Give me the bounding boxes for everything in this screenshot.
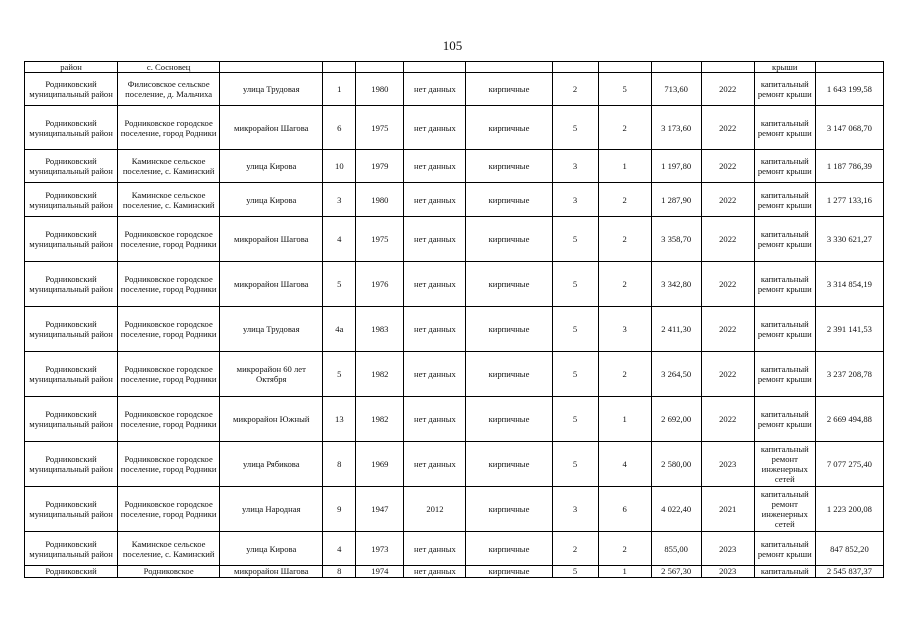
page-number: 105 xyxy=(442,38,463,53)
street-cell xyxy=(220,62,323,73)
wall-material-cell: кирпичные xyxy=(466,442,552,487)
work-type-cell: капитальный ремонт крыши xyxy=(754,262,815,307)
area-cell: 2 580,00 xyxy=(651,442,701,487)
settlement-cell: Родниковское городское поселение, город Родники xyxy=(118,307,220,352)
plan-year-cell: 2022 xyxy=(701,217,754,262)
floors-cell: 5 xyxy=(552,262,598,307)
cost-cell: 2 545 837,37 xyxy=(815,566,883,578)
table-row xyxy=(25,397,884,442)
cost-cell: 1 643 199,58 xyxy=(815,73,883,106)
wall-material-cell: кирпичные xyxy=(466,73,552,106)
wall-material-cell: кирпичные xyxy=(466,150,552,183)
house-number-cell: 8 xyxy=(323,442,356,487)
street-cell: микрорайон Шагова xyxy=(220,106,323,150)
street-cell: улица Кирова xyxy=(220,183,323,217)
plan-year-cell: 2022 xyxy=(701,73,754,106)
year-built-cell: 1982 xyxy=(356,352,404,397)
district-cell: Родниковский муниципальный район xyxy=(25,217,118,262)
house-number-cell: 4 xyxy=(323,217,356,262)
wall-material-cell: кирпичные xyxy=(466,352,552,397)
table-row xyxy=(25,442,884,487)
entrances-cell: 2 xyxy=(598,217,651,262)
area-cell: 2 692,00 xyxy=(651,397,701,442)
year-built-cell: 1980 xyxy=(356,73,404,106)
work-type-cell: капитальный ремонт крыши xyxy=(754,352,815,397)
cost-cell: 3 314 854,19 xyxy=(815,262,883,307)
entrances-cell: 2 xyxy=(598,262,651,307)
work-type-cell: капитальный xyxy=(754,566,815,578)
district-cell: Родниковский муниципальный район xyxy=(25,183,118,217)
area-cell: 4 022,40 xyxy=(651,487,701,532)
district-cell: Родниковский муниципальный район xyxy=(25,106,118,150)
year-reconstruction-cell: нет данных xyxy=(404,566,466,578)
floors-cell: 3 xyxy=(552,487,598,532)
district-cell: Родниковский муниципальный район xyxy=(25,73,118,106)
district-cell: Родниковский муниципальный район xyxy=(25,487,118,532)
work-type-cell: капитальный ремонт крыши xyxy=(754,183,815,217)
district-cell: Родниковский муниципальный район xyxy=(25,442,118,487)
plan-year-cell: 2022 xyxy=(701,307,754,352)
year-built-cell: 1979 xyxy=(356,150,404,183)
house-number-cell: 10 xyxy=(323,150,356,183)
street-cell: улица Кирова xyxy=(220,150,323,183)
area-cell: 2 411,30 xyxy=(651,307,701,352)
entrances-cell: 5 xyxy=(598,73,651,106)
table-row xyxy=(25,262,884,307)
house-number-cell: 5 xyxy=(323,352,356,397)
area-cell xyxy=(651,62,701,73)
street-cell: улица Народная xyxy=(220,487,323,532)
district-cell: Родниковский муниципальный район xyxy=(25,262,118,307)
area-cell: 3 264,50 xyxy=(651,352,701,397)
work-type-cell: капитальный ремонт инженерных сетей xyxy=(754,442,815,487)
year-built-cell: 1980 xyxy=(356,183,404,217)
cost-cell: 847 852,20 xyxy=(815,532,883,566)
year-built-cell: 1975 xyxy=(356,106,404,150)
entrances-cell: 2 xyxy=(598,106,651,150)
house-number-cell: 4а xyxy=(323,307,356,352)
floors-cell: 5 xyxy=(552,397,598,442)
year-reconstruction-cell: нет данных xyxy=(404,442,466,487)
street-cell: микрорайон Шагова xyxy=(220,217,323,262)
plan-year-cell: 2023 xyxy=(701,532,754,566)
house-number-cell: 9 xyxy=(323,487,356,532)
table-row xyxy=(25,150,884,183)
area-cell: 1 197,80 xyxy=(651,150,701,183)
district-cell: Родниковский муниципальный район xyxy=(25,307,118,352)
entrances-cell: 1 xyxy=(598,150,651,183)
work-type-cell: капитальный ремонт крыши xyxy=(754,532,815,566)
floors-cell: 3 xyxy=(552,150,598,183)
street-cell: улица Рябикова xyxy=(220,442,323,487)
entrances-cell: 2 xyxy=(598,532,651,566)
settlement-cell: Родниковское городское поселение, город Родники xyxy=(118,217,220,262)
settlement-cell: Каминское сельское поселение, с. Каминский xyxy=(118,150,220,183)
work-type-cell: капитальный ремонт крыши xyxy=(754,150,815,183)
year-reconstruction-cell: нет данных xyxy=(404,397,466,442)
street-cell: микрорайон Шагова xyxy=(220,566,323,578)
house-number-cell: 1 xyxy=(323,73,356,106)
wall-material-cell: кирпичные xyxy=(466,566,552,578)
plan-year-cell: 2022 xyxy=(701,150,754,183)
street-cell: микрорайон 60 лет Октября xyxy=(220,352,323,397)
wall-material-cell: кирпичные xyxy=(466,397,552,442)
wall-material-cell: кирпичные xyxy=(466,262,552,307)
floors-cell: 5 xyxy=(552,442,598,487)
house-number-cell: 13 xyxy=(323,397,356,442)
settlement-cell: Родниковское городское поселение, город Родники xyxy=(118,262,220,307)
plan-year-cell: 2023 xyxy=(701,442,754,487)
area-cell: 713,60 xyxy=(651,73,701,106)
house-number-cell: 3 xyxy=(323,183,356,217)
district-cell: Родниковский xyxy=(25,566,118,578)
year-reconstruction-cell: нет данных xyxy=(404,307,466,352)
area-cell: 1 287,90 xyxy=(651,183,701,217)
year-reconstruction-cell: нет данных xyxy=(404,150,466,183)
table-row xyxy=(25,566,884,578)
work-type-cell: капитальный ремонт инженерных сетей xyxy=(754,487,815,532)
settlement-cell: Родниковское городское поселение, город Родники xyxy=(118,397,220,442)
work-type-cell: капитальный ремонт крыши xyxy=(754,307,815,352)
table-row xyxy=(25,487,884,532)
year-built-cell: 1969 xyxy=(356,442,404,487)
area-cell: 3 342,80 xyxy=(651,262,701,307)
entrances-cell: 4 xyxy=(598,442,651,487)
house-number-cell: 5 xyxy=(323,262,356,307)
entrances-cell: 1 xyxy=(598,566,651,578)
entrances-cell: 1 xyxy=(598,397,651,442)
settlement-cell: Родниковское городское поселение, город Родники xyxy=(118,106,220,150)
district-cell: Родниковский муниципальный район xyxy=(25,532,118,566)
settlement-cell: Родниковское городское поселение, город Родники xyxy=(118,352,220,397)
table-row xyxy=(25,307,884,352)
year-reconstruction-cell: 2012 xyxy=(404,487,466,532)
table-row xyxy=(25,62,884,73)
wall-material-cell: кирпичные xyxy=(466,532,552,566)
year-reconstruction-cell: нет данных xyxy=(404,262,466,307)
wall-material-cell: кирпичные xyxy=(466,217,552,262)
house-number-cell xyxy=(323,62,356,73)
entrances-cell: 2 xyxy=(598,352,651,397)
year-built-cell: 1947 xyxy=(356,487,404,532)
cost-cell: 1 223 200,08 xyxy=(815,487,883,532)
floors-cell: 5 xyxy=(552,352,598,397)
settlement-cell: Родниковское xyxy=(118,566,220,578)
floors-cell: 5 xyxy=(552,566,598,578)
plan-year-cell: 2021 xyxy=(701,487,754,532)
table-row xyxy=(25,183,884,217)
year-reconstruction-cell: нет данных xyxy=(404,532,466,566)
cost-cell: 3 237 208,78 xyxy=(815,352,883,397)
table-row xyxy=(25,217,884,262)
area-cell: 2 567,30 xyxy=(651,566,701,578)
floors-cell: 5 xyxy=(552,217,598,262)
wall-material-cell: кирпичные xyxy=(466,106,552,150)
year-built-cell: 1976 xyxy=(356,262,404,307)
entrances-cell: 2 xyxy=(598,183,651,217)
cost-cell: 7 077 275,40 xyxy=(815,442,883,487)
work-type-cell: капитальный ремонт крыши xyxy=(754,397,815,442)
floors-cell: 2 xyxy=(552,532,598,566)
cost-cell: 2 391 141,53 xyxy=(815,307,883,352)
work-type-cell: крыши xyxy=(754,62,815,73)
year-reconstruction-cell: нет данных xyxy=(404,352,466,397)
settlement-cell: Родниковское городское поселение, город Родники xyxy=(118,487,220,532)
year-built-cell: 1975 xyxy=(356,217,404,262)
plan-year-cell: 2023 xyxy=(701,566,754,578)
work-type-cell: капитальный ремонт крыши xyxy=(754,217,815,262)
entrances-cell xyxy=(598,62,651,73)
year-reconstruction-cell: нет данных xyxy=(404,217,466,262)
district-cell: Родниковский муниципальный район xyxy=(25,352,118,397)
plan-year-cell: 2022 xyxy=(701,183,754,217)
district-cell: Родниковский муниципальный район xyxy=(25,150,118,183)
cost-cell: 1 277 133,16 xyxy=(815,183,883,217)
wall-material-cell: кирпичные xyxy=(466,307,552,352)
year-built-cell xyxy=(356,62,404,73)
plan-year-cell: 2022 xyxy=(701,352,754,397)
street-cell: микрорайон Шагова xyxy=(220,262,323,307)
cost-cell: 2 669 494,88 xyxy=(815,397,883,442)
district-cell: район xyxy=(25,62,118,73)
table-row xyxy=(25,352,884,397)
year-built-cell: 1973 xyxy=(356,532,404,566)
house-number-cell: 8 xyxy=(323,566,356,578)
cost-cell: 1 187 786,39 xyxy=(815,150,883,183)
year-reconstruction-cell: нет данных xyxy=(404,183,466,217)
floors-cell: 2 xyxy=(552,73,598,106)
cost-cell: 3 147 068,70 xyxy=(815,106,883,150)
settlement-cell: Филисовское сельское поселение, д. Мальчиха xyxy=(118,73,220,106)
settlement-cell: Каминское сельское поселение, с. Каминский xyxy=(118,183,220,217)
housing-repair-table xyxy=(24,61,884,578)
floors-cell xyxy=(552,62,598,73)
area-cell: 855,00 xyxy=(651,532,701,566)
table-row xyxy=(25,532,884,566)
entrances-cell: 6 xyxy=(598,487,651,532)
year-reconstruction-cell: нет данных xyxy=(404,106,466,150)
house-number-cell: 6 xyxy=(323,106,356,150)
year-built-cell: 1982 xyxy=(356,397,404,442)
cost-cell: 3 330 621,27 xyxy=(815,217,883,262)
year-reconstruction-cell xyxy=(404,62,466,73)
street-cell: улица Трудовая xyxy=(220,307,323,352)
wall-material-cell: кирпичные xyxy=(466,487,552,532)
floors-cell: 5 xyxy=(552,307,598,352)
floors-cell: 5 xyxy=(552,106,598,150)
plan-year-cell: 2022 xyxy=(701,397,754,442)
work-type-cell: капитальный ремонт крыши xyxy=(754,73,815,106)
area-cell: 3 173,60 xyxy=(651,106,701,150)
plan-year-cell: 2022 xyxy=(701,262,754,307)
settlement-cell: Родниковское городское поселение, город Родники xyxy=(118,442,220,487)
settlement-cell: с. Сосновец xyxy=(118,62,220,73)
year-built-cell: 1983 xyxy=(356,307,404,352)
area-cell: 3 358,70 xyxy=(651,217,701,262)
wall-material-cell xyxy=(466,62,552,73)
street-cell: улица Кирова xyxy=(220,532,323,566)
plan-year-cell: 2022 xyxy=(701,106,754,150)
table-row xyxy=(25,106,884,150)
floors-cell: 3 xyxy=(552,183,598,217)
work-type-cell: капитальный ремонт крыши xyxy=(754,106,815,150)
year-built-cell: 1974 xyxy=(356,566,404,578)
settlement-cell: Каминское сельское поселение, с. Каминский xyxy=(118,532,220,566)
district-cell: Родниковский муниципальный район xyxy=(25,397,118,442)
cost-cell xyxy=(815,62,883,73)
plan-year-cell xyxy=(701,62,754,73)
house-number-cell: 4 xyxy=(323,532,356,566)
street-cell: улица Трудовая xyxy=(220,73,323,106)
year-reconstruction-cell: нет данных xyxy=(404,73,466,106)
table-row xyxy=(25,73,884,106)
wall-material-cell: кирпичные xyxy=(466,183,552,217)
entrances-cell: 3 xyxy=(598,307,651,352)
street-cell: микрорайон Южный xyxy=(220,397,323,442)
